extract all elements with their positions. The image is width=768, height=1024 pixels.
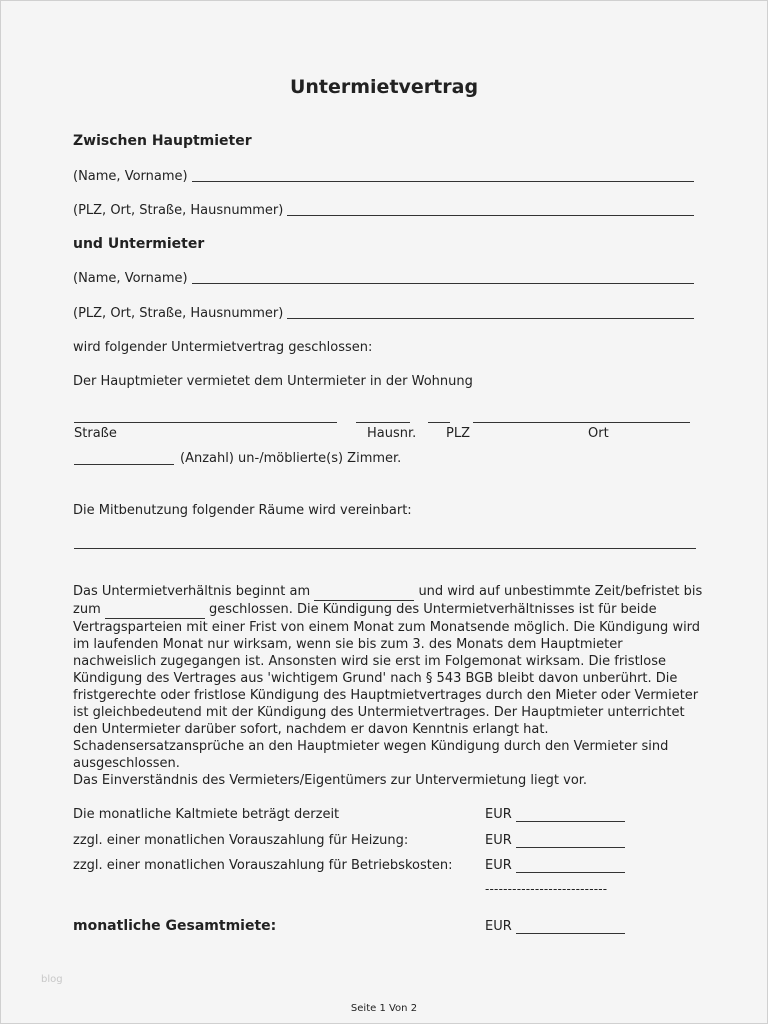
- start-date-blank[interactable]: [314, 583, 414, 601]
- para-text: Das Untermietverhältnis beginnt am: [73, 584, 311, 599]
- total-rent-label: monatliche Gesamtmiete:: [73, 918, 277, 934]
- rooms-count-blank[interactable]: [74, 464, 174, 465]
- cost-cold-rent-blank[interactable]: [516, 821, 625, 822]
- concluded-text: wird folgender Untermietvertrag geschlossen:: [73, 340, 373, 355]
- terms-paragraph: [73, 583, 703, 789]
- document-title: Untermietvertrag: [289, 76, 479, 98]
- shared-rooms-text: Die Mitbenutzung folgender Räume wird vereinbart:: [73, 503, 412, 518]
- street-label: Straße: [74, 426, 117, 441]
- main-tenant-address-field[interactable]: [73, 202, 694, 219]
- cost-cold-rent-label: Die monatliche Kaltmiete beträgt derzeit: [73, 807, 340, 822]
- city-blank[interactable]: [473, 422, 690, 423]
- field-label: (PLZ, Ort, Straße, Hausnummer): [73, 306, 284, 321]
- house-no-label: Hausnr.: [367, 426, 417, 441]
- house-no-blank[interactable]: [356, 422, 410, 423]
- rooms-text: (Anzahl) un-/möblierte(s) Zimmer.: [180, 451, 402, 466]
- cost-currency: EUR: [485, 858, 512, 873]
- sum-separator: ---------------------------: [485, 882, 608, 896]
- end-date-blank[interactable]: [105, 601, 205, 619]
- cost-operating-label: zzgl. einer monatlichen Vorauszahlung für Betriebskosten:: [73, 858, 453, 873]
- subtenant-name-field[interactable]: [73, 270, 694, 287]
- heading-main-tenant: Zwischen Hauptmieter: [73, 133, 252, 149]
- cost-currency: EUR: [485, 807, 512, 822]
- cost-operating-blank[interactable]: [516, 872, 625, 873]
- zip-label: PLZ: [446, 426, 470, 441]
- total-currency: EUR: [485, 919, 512, 934]
- cost-heating-label: zzgl. einer monatlichen Vorauszahlung für Heizung:: [73, 833, 409, 848]
- zip-blank[interactable]: [428, 422, 450, 423]
- main-tenant-name-field[interactable]: [73, 168, 694, 185]
- watermark: blog: [41, 974, 63, 985]
- cost-heating-blank[interactable]: [516, 847, 625, 848]
- page-footer: Seite 1 Von 2: [350, 1003, 418, 1014]
- field-label: (Name, Vorname): [73, 169, 188, 184]
- para-text: und wird auf unbestimmte Zeit/befristet bis zum: [73, 584, 703, 617]
- street-blank[interactable]: [74, 422, 337, 423]
- city-label: Ort: [588, 426, 609, 441]
- shared-rooms-blank[interactable]: [74, 548, 696, 549]
- field-label: (Name, Vorname): [73, 271, 188, 286]
- para-text: Das Einverständnis des Vermieters/Eigentümers zur Untervermietung liegt vor.: [73, 773, 588, 788]
- rents-intro-text: Der Hauptmieter vermietet dem Untermieter in der Wohnung: [73, 374, 473, 389]
- para-text: geschlossen. Die Kündigung des Untermietverhältnisses ist für beide Vertragsparteien mit einer Frist von einem Monat zum Monatsende möglich. Die Kündigung wird im laufenden Monat nur wirksam, wenn sie bis zum 3. des Monats dem Hauptmieter nachweislich zugegangen ist. Ansonsten wird sie erst im Folgemonat wirksam. Die fristlose Kündigung des Vertrages aus 'wichtigem Grund' nach § 543 BGB bleibt davon unberührt. Die fristgerechte oder fristlose Kündigung des Hauptmietvertrages durch den Mieter oder Vermieter ist gleichbedeutend mit der Kündigung des Untermietvertrages. Der Hauptmieter unterrichtet den Untermieter darüber sofort, nachdem er davon Kenntnis erlangt hat. Schadensersatzansprüche an den Hauptmieter wegen Kündigung durch den Vermieter sind ausgeschlossen.: [73, 602, 701, 771]
- heading-subtenant: und Untermieter: [73, 236, 205, 252]
- cost-currency: EUR: [485, 833, 512, 848]
- field-label: (PLZ, Ort, Straße, Hausnummer): [73, 203, 284, 218]
- total-rent-blank[interactable]: [516, 933, 625, 934]
- subtenant-address-field[interactable]: [73, 305, 694, 322]
